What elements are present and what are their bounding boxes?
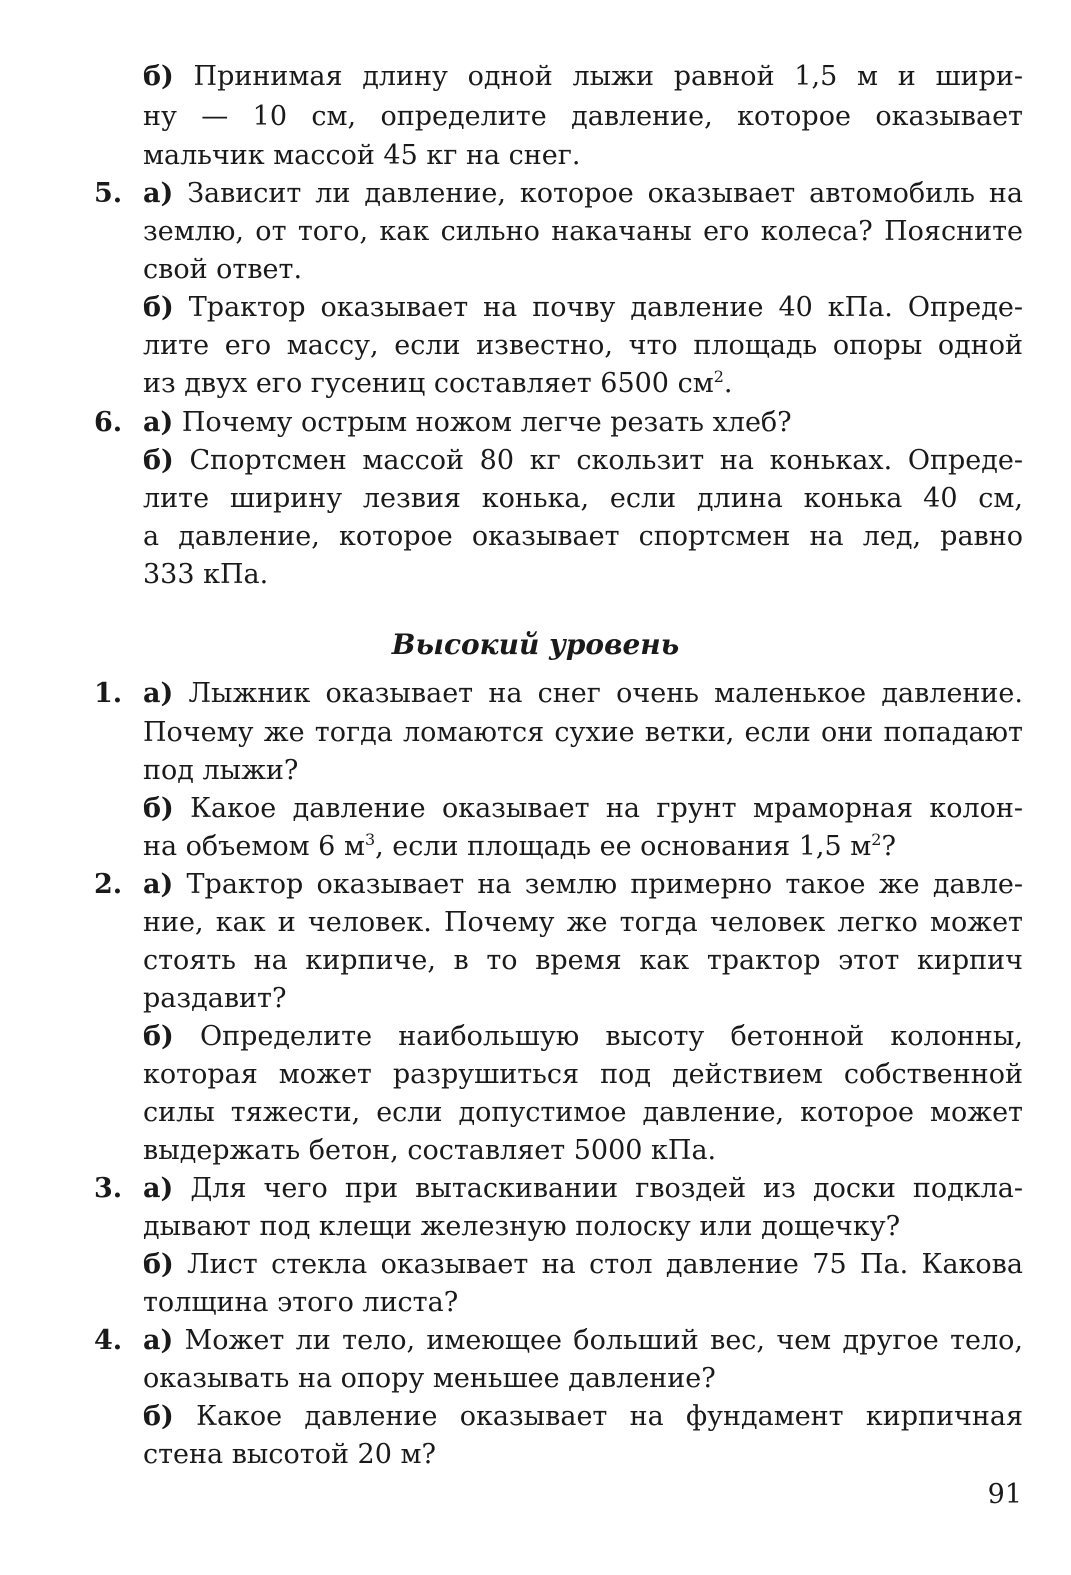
text-line: а) Может ли тело, имеющее больший вес, чем другое тело, bbox=[143, 1325, 1023, 1356]
text-line: толщина этого листа? bbox=[143, 1287, 459, 1318]
text-line: на объемом 6 $м^3$, если площадь ее основания 1,5 $м^2$? bbox=[143, 830, 896, 862]
text-line: а) Лыжник оказывает на снег очень маленькое давление. bbox=[143, 678, 1023, 709]
problem-number: 1. bbox=[94, 678, 123, 709]
text-line: мальчик массой 45 кг на снег. bbox=[143, 140, 581, 171]
text-line: б) Принимая длину одной лыжи равной 1,5 м и шири- bbox=[143, 61, 1023, 92]
text-line: стоять на кирпиче, в то время как трактор этот кирпич bbox=[143, 945, 1023, 976]
problem-number: 5. bbox=[94, 178, 123, 209]
problem-number: 3. bbox=[94, 1173, 123, 1204]
problem-number: 2. bbox=[94, 869, 123, 900]
text-line: а) Трактор оказывает на землю примерно такое же давле- bbox=[143, 869, 1023, 900]
text-line: а давление, которое оказывает спортсмен на лед, равно bbox=[143, 521, 1023, 552]
text-line: а) Зависит ли давление, которое оказывает автомобиль на bbox=[143, 178, 1023, 209]
text-line: б) Трактор оказывает на почву давление 40 кПа. Опреде- bbox=[143, 292, 1023, 323]
text-line: б) Какое давление оказывает на грунт мраморная колон- bbox=[143, 793, 1023, 824]
problem-number: 6. bbox=[94, 407, 123, 438]
text-line: под лыжи? bbox=[143, 755, 299, 786]
text-line: б) Какое давление оказывает на фундамент кирпичная bbox=[143, 1401, 1023, 1432]
text-line: свой ответ. bbox=[143, 254, 303, 285]
text-line: дывают под клещи железную полоску или дощечку? bbox=[143, 1211, 901, 1242]
text-line: раздавит? bbox=[143, 983, 287, 1014]
text-line: Почему же тогда ломаются сухие ветки, если они попадают bbox=[143, 717, 1023, 748]
text-line: ну — 10 см, определите давление, которое оказывает bbox=[143, 101, 1023, 132]
text-line: а) Для чего при вытаскивании гвоздей из доски подкла- bbox=[143, 1173, 1023, 1204]
text-line: б) Лист стекла оказывает на стол давление 75 Па. Какова bbox=[143, 1249, 1023, 1280]
text-line: б) Определите наибольшую высоту бетонной колонны, bbox=[143, 1021, 1023, 1052]
text-line: выдержать бетон, составляет 5000 кПа. bbox=[143, 1135, 717, 1166]
text-line: лите его массу, если известно, что площадь опоры одной bbox=[143, 330, 1023, 361]
text-line: б) Спортсмен массой 80 кг скользит на коньках. Опреде- bbox=[143, 445, 1023, 476]
page-number: 91 bbox=[987, 1479, 1022, 1510]
text-line: землю, от того, как сильно накачаны его колеса? Поясните bbox=[143, 216, 1023, 247]
text-line: из двух его гусениц составляет 6500 $см^2$. bbox=[143, 367, 733, 399]
text-line: лите ширину лезвия конька, если длина конька 40 см, bbox=[143, 483, 1023, 514]
text-line: стена высотой 20 м? bbox=[143, 1439, 436, 1470]
text-line: оказывать на опору меньшее давление? bbox=[143, 1363, 716, 1394]
text-line: ние, как и человек. Почему же тогда человек легко может bbox=[143, 907, 1023, 938]
section-heading: Высокий уровень bbox=[391, 628, 680, 661]
text-line: 333 кПа. bbox=[143, 559, 269, 590]
text-line: которая может разрушиться под действием собственной bbox=[143, 1059, 1023, 1090]
text-line: а) Почему острым ножом легче резать хлеб? bbox=[143, 407, 792, 438]
text-line: силы тяжести, если допустимое давление, которое может bbox=[143, 1097, 1023, 1128]
problem-number: 4. bbox=[94, 1325, 123, 1356]
